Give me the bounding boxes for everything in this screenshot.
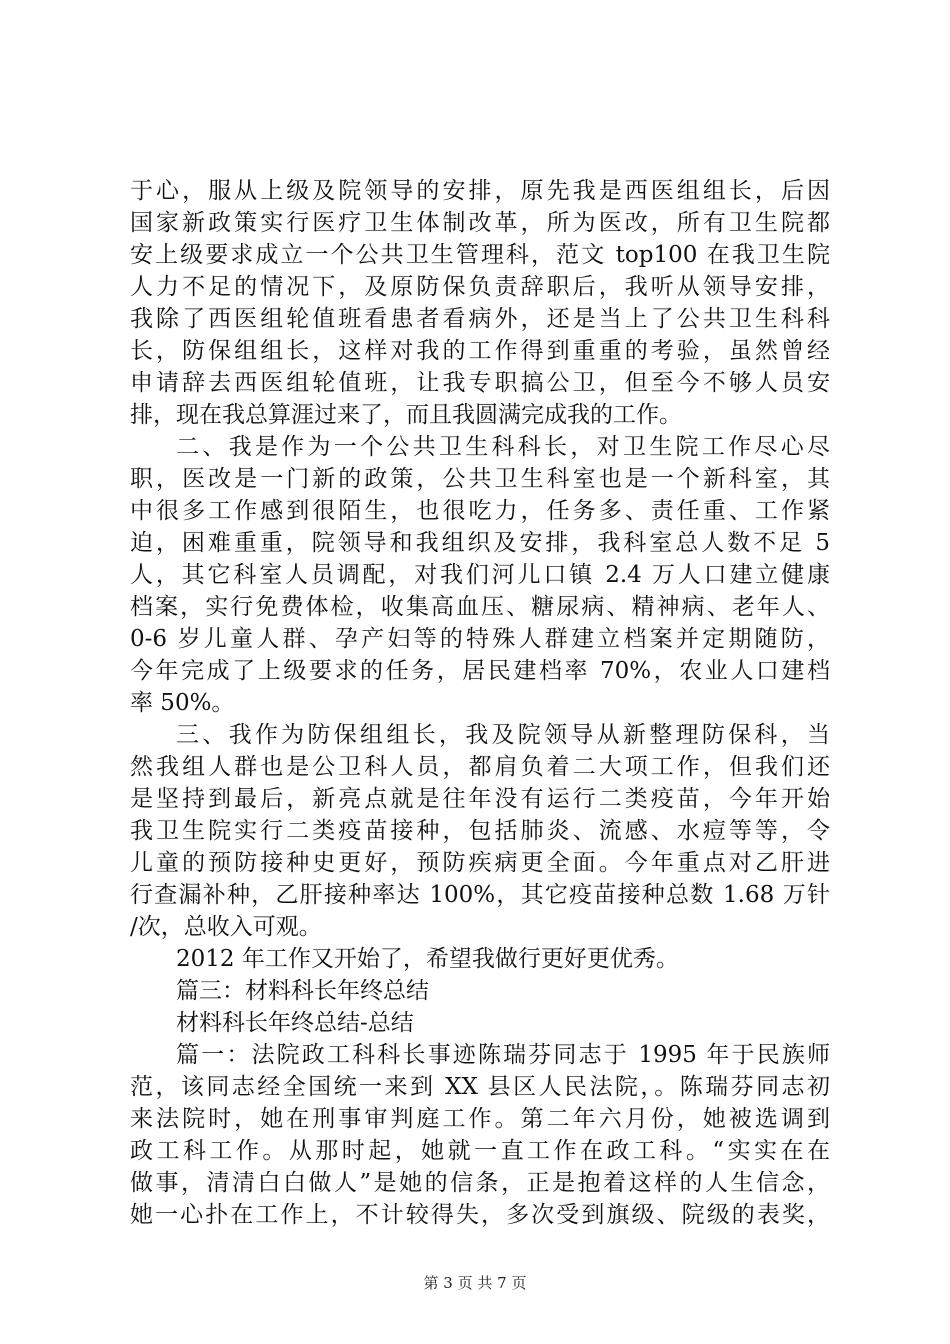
- text-line: 于心，服从上级及院领导的安排，原先我是西医组组长，后因: [130, 178, 830, 204]
- text-line: 0-6 岁儿童人群、孕产妇等的特殊人群建立档案并定期随防，: [130, 626, 830, 652]
- text-line: 排，现在我总算涯过来了，而且我圆满完成我的工作。: [130, 402, 682, 428]
- text-line: 申请辞去西医组轮值班，让我专职搞公卫，但至今不够人员安: [130, 370, 830, 396]
- body-text: [130, 175, 830, 1231]
- text-line: 率 50%。: [130, 690, 235, 716]
- text-line: 然我组人群也是公卫科人员，都肩负着二大项工作，但我们还: [130, 754, 830, 780]
- page-footer: 第 3 页 共 7 页: [423, 1274, 527, 1292]
- text-line: 迫，困难重重，院领导和我组织及安排，我科室总人数不足 5: [130, 530, 830, 556]
- text-line: 我除了西医组轮值班看患者看病外，还是当上了公共卫生科科: [130, 306, 830, 332]
- text-line: 安上级要求成立一个公共卫生管理科，范文 top100 在我卫生院: [130, 242, 830, 268]
- text-line: 国家新政策实行医疗卫生体制改革，所为医改，所有卫生院都: [130, 210, 830, 236]
- paragraph-start: 2012 年工作又开始了，希望我做行更好更优秀。: [176, 946, 679, 972]
- text-line: 职，医改是一门新的政策，公共卫生科室也是一个新科室，其: [130, 466, 830, 492]
- text-line: /次，总收入可观。: [130, 914, 322, 940]
- text-line: 来法院时，她在刑事审判庭工作。第二年六月份，她被选调到: [130, 1106, 830, 1132]
- text-line: 今年完成了上级要求的任务，居民建档率 70%，农业人口建档: [130, 658, 830, 684]
- text-line: 长，防保组组长，这样对我的工作得到重重的考验，虽然曾经: [130, 338, 830, 364]
- paragraph-start: 篇一：法院政工科科长事迹陈瑞芬同志于 1995 年于民族师: [176, 1042, 830, 1068]
- paragraph-start: 二、我是作为一个公共卫生科科长，对卫生院工作尽心尽: [176, 434, 830, 460]
- text-line: 是坚持到最后，新亮点就是往年没有运行二类疫苗，今年开始: [130, 786, 830, 812]
- text-line: 范，该同志经全国统一来到 XX 县区人民法院，。陈瑞芬同志初: [130, 1074, 830, 1100]
- text-line: 做事，清清白白做人”是她的信条，正是抱着这样的人生信念，: [130, 1170, 830, 1196]
- text-line: 中很多工作感到很陌生，也很吃力，任务多、责任重、工作紧: [130, 498, 830, 524]
- text-line: 档案，实行免费体检，收集高血压、糖尿病、精神病、老年人、: [130, 594, 830, 620]
- text-line: 她一心扑在工作上，不计较得失，多次受到旗级、院级的表奖，: [130, 1202, 830, 1228]
- text-line: 人力不足的情况下，及原防保负责辞职后，我听从领导安排，: [130, 274, 830, 300]
- section-heading: 篇三：材料科长年终总结: [176, 978, 429, 1004]
- text-line: 儿童的预防接种史更好，预防疾病更全面。今年重点对乙肝进: [130, 850, 830, 876]
- text-line: 行查漏补种，乙肝接种率达 100%，其它疫苗接种总数 1.68 万针: [130, 882, 830, 908]
- text-line: 我卫生院实行二类疫苗接种，包括肺炎、流感、水痘等等，令: [130, 818, 830, 844]
- text-line: 政工科工作。从那时起，她就一直工作在政工科。“实实在在: [130, 1138, 830, 1164]
- paragraph-start: 三、我作为防保组组长，我及院领导从新整理防保科，当: [176, 722, 830, 748]
- section-subheading: 材料科长年终总结-总结: [176, 1010, 414, 1036]
- text-line: 人，其它科室人员调配，对我们河儿口镇 2.4 万人口建立健康: [130, 562, 830, 588]
